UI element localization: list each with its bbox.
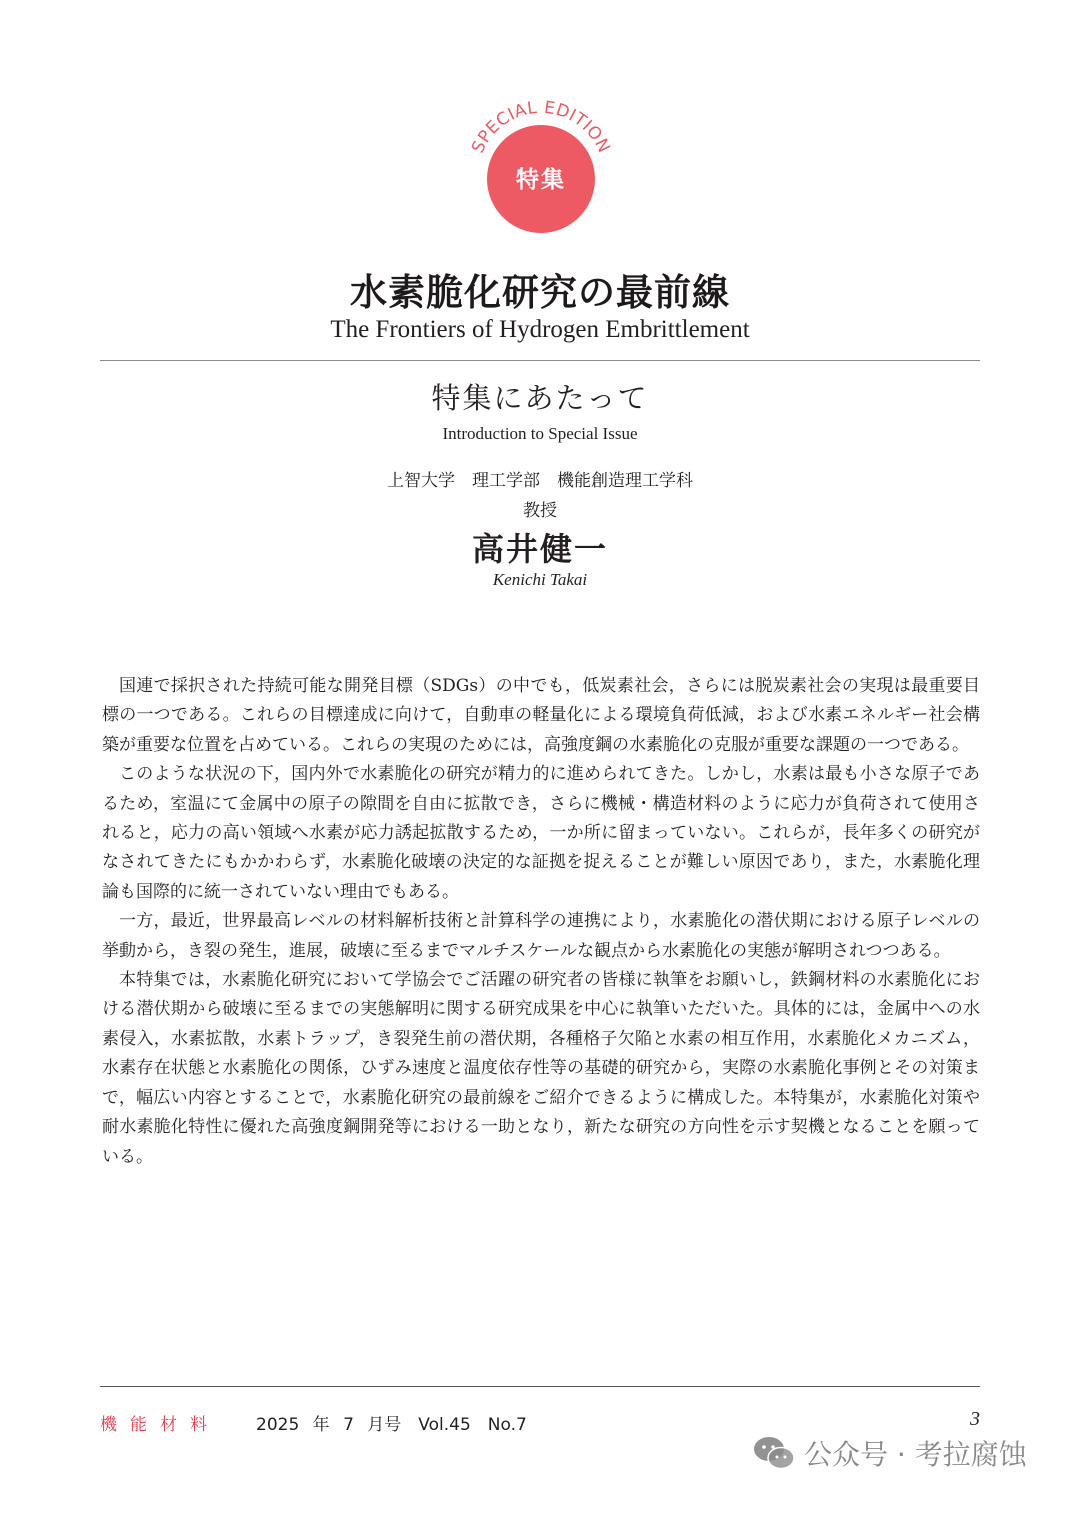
header-divider: [100, 360, 980, 361]
magazine-name: 機能材料: [100, 1415, 220, 1435]
author-name-english: Kenichi Takai: [492, 570, 588, 589]
body-paragraph: このような状況の下，国内外で水素脆化の研究が精力的に進められてきた。しかし，水素は最も小さな原子であるため，室温にて金属中の原子の隙間を自由に拡散でき，さらに機械・構造材料のように応力が負荷されて使用されると，応力の高い領域へ水素が応力誘起拡散するため，一か所に留まっていない。これらが，長年多くの研究がなされてきたにもかかわらず，水素脆化破壊の決定的な証拠を捉えることが難しい原因であり，また，水素脆化理論も国際的に統一されていない理由でもある。: [102, 764, 980, 902]
author-position: 教授: [523, 501, 557, 521]
issue-info: 2025 年 7 月号 Vol.45 No.7: [256, 1415, 527, 1435]
author-name: 高井健一: [471, 530, 608, 568]
badge-label: 特集: [516, 167, 566, 193]
body-paragraph: 国連で採択された持続可能な開発目標（SDGs）の中でも，低炭素社会，さらには脱炭素社会の実現は最重要目標の一つである。これらの目標達成に向けて，自動車の軽量化による環境負荷低減，および水素エネルギー社会構築が重要な位置を占めている。これらの実現のためには，高強度鋼の水素脆化の克服が重要な課題の一つである。: [102, 676, 980, 755]
page-title-english: The Frontiers of Hydrogen Embrittlement: [330, 316, 750, 343]
footer-divider: [100, 1386, 980, 1387]
body-paragraph: 本特集では，水素脆化研究において学協会でご活躍の研究者の皆様に執筆をお願いし，鉄鋼材料の水素脆化における潜伏期から破壊に至るまでの実態解明に関する研究成果を中心に執筆いただいた。具体的には，金属中への水素侵入，水素拡散，水素トラップ，き裂発生前の潜伏期，各種格子欠陥と水素の相互作用，水素脆化メカニズム，水素存在状態と水素脆化の関係，ひずみ速度と温度依存性等の基礎的研究から，実際の水素脆化事例とその対策まで，幅広い内容とすることで，水素脆化研究の最前線をご紹介できるように構成した。本特集が，水素脆化対策や耐水素脆化特性に優れた高強度鋼開発等における一助となり，新たな研究の方向性を示す契機となることを願っている。: [102, 970, 980, 1167]
special-edition-badge: [458, 96, 624, 246]
page-title: 水素脆化研究の最前線: [350, 271, 730, 314]
badge-graphic: [458, 96, 624, 246]
wechat-icon: [752, 1434, 796, 1472]
author-affiliation: 上智大学 理工学部 機能創造理工学科: [387, 471, 693, 491]
badge-arc-text: SPECIAL EDITION: [468, 97, 614, 157]
page-number: 3: [970, 1408, 980, 1430]
article-subtitle: 特集にあたって: [431, 381, 649, 415]
body-paragraph: 一方，最近，世界最高レベルの材料解析技術と計算科学の連携により，水素脆化の潜伏期における原子レベルの挙動から，き裂の発生，進展，破壊に至るまでマルチスケールな観点から水素脆化の実態が解明されつつある。: [102, 911, 980, 961]
article-subtitle-english: Introduction to Special Issue: [442, 424, 638, 443]
article-body: [102, 672, 980, 1172]
watermark-text: 公众号 · 考拉腐蚀: [804, 1438, 1027, 1471]
watermark: [752, 1428, 1052, 1478]
